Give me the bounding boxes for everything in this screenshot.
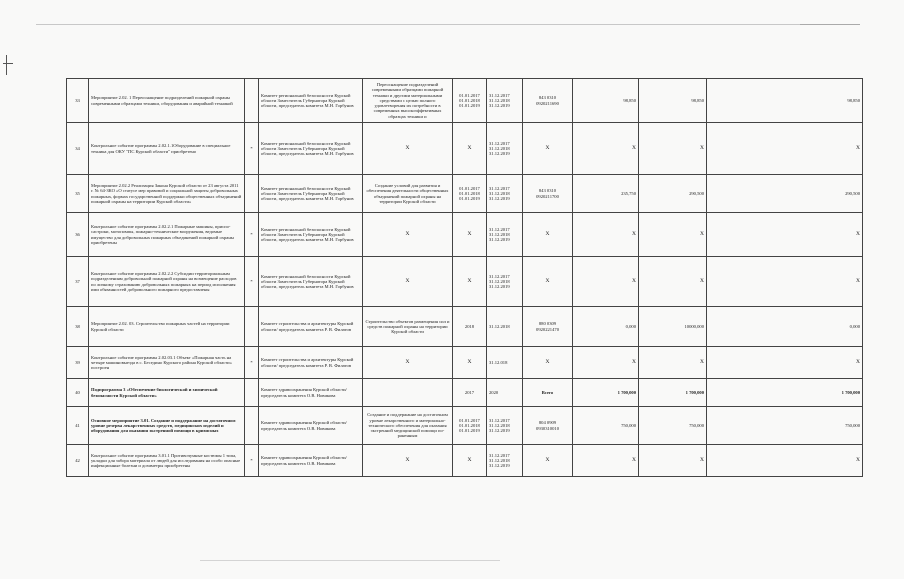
start-date-cell: X (453, 257, 487, 307)
row-number-cell: 39 (67, 347, 89, 379)
value-2017-cell: X (573, 347, 639, 379)
executor-cell: Комитет строительства и архитектуры Курской области/ председатель комитета Р. В. Филатов (259, 307, 363, 347)
value-2019-cell: X (707, 445, 863, 477)
table-row (67, 445, 863, 477)
row-number-cell: 33 (67, 79, 89, 123)
event-name-cell: Контрольное событие программы 2.02.2.2 Субсидии территориальным подразделениям добровольной пожарной охраны на возмещение расходов по личному страхованию добровольных пожарных на период исполнения ими обязанностей добровольного пожарного предоставлены (89, 257, 245, 307)
value-2018-cell: 10000,000 (639, 307, 707, 347)
table-row (67, 347, 863, 379)
result-cell: Переоснащение подразделений современными образцами пожарной техники и другими материальными средствами с целью полного удовлетворения их потребности в современных высокоэффективных образцах техники и (363, 79, 453, 123)
binding-mark (6, 55, 17, 75)
value-2018-cell: X (639, 123, 707, 175)
table-row (67, 175, 863, 213)
page-top-border (36, 24, 856, 25)
value-2018-cell: 98,850 (639, 79, 707, 123)
end-date-cell: 31.12.2017 31.12.2018 31.12.2019 (487, 175, 523, 213)
mark-cell (245, 379, 259, 407)
end-date-cell: 31.12.2017 31.12.2018 31.12.2019 (487, 123, 523, 175)
end-date-cell: 31.12.2018 (487, 307, 523, 347)
executor-cell: Комитет региональной безопасности Курской области Заместитель Губернатора Курской области, председатель комитета М.Н. Горбунов (259, 257, 363, 307)
value-2018-cell: X (639, 213, 707, 257)
end-date-cell: 31.12.2017 31.12.2018 31.12.2019 (487, 213, 523, 257)
table-row (67, 79, 863, 123)
result-cell: X (363, 123, 453, 175)
mark-cell: * (245, 257, 259, 307)
page-top-border-short (800, 24, 860, 25)
end-date-cell: 31.12.018 (487, 347, 523, 379)
result-cell: X (363, 445, 453, 477)
program-table-body (67, 79, 863, 477)
table-row (67, 257, 863, 307)
start-date-cell: 01.01.2017 01.01.2018 01.01.2019 (453, 175, 487, 213)
budget-code-cell: X (523, 445, 573, 477)
event-name-cell: Контрольное событие программы 2.02.2.1 Пожарные машины, приспо-састроки, мотопомпы, пожарно-технические вооружения, ведомые имущество для добровольных пожарных объединений пожарной охраны приобретены (89, 213, 245, 257)
executor-cell: Комитет здравоохранения Курской области/ председатель комитета О.В. Новикова (259, 407, 363, 445)
start-date-cell: 2017 (453, 379, 487, 407)
executor-cell: Комитет строительства и архитектуры Курской области/ председатель комитета Р. В. Филатов (259, 347, 363, 379)
event-name-cell: Мероприятие 2.02.2 Реализация Закона Курской области от 23 августа 2011 г. № 64-ЗКО «О статусе мер правовой и социальной защиты добровольных пожарных, формах государственной поддержки общественных объединений пожарной охраны на территории Курской области» (89, 175, 245, 213)
start-date-cell: 01.01.2017 01.01.2018 01.01.2019 (453, 407, 487, 445)
value-2019-cell: X (707, 257, 863, 307)
end-date-cell: 31.12.2017 31.12.2018 31.12.2019 (487, 407, 523, 445)
mark-cell (245, 175, 259, 213)
event-name-cell: Контрольное событие программы 2.02.1.1Оборудование в специальное техника для ОКУ "ПС Курской области" приобретено (89, 123, 245, 175)
end-date-cell: 2020 (487, 379, 523, 407)
value-2018-cell: X (639, 257, 707, 307)
executor-cell: Комитет региональной безопасности Курской области Заместитель Губернатора Курской области, председатель комитета М.Н. Горбунов (259, 175, 363, 213)
row-number-cell: 42 (67, 445, 89, 477)
value-2017-cell: X (573, 213, 639, 257)
program-table (66, 78, 863, 477)
row-number-cell: 35 (67, 175, 89, 213)
result-cell: X (363, 257, 453, 307)
mark-cell (245, 79, 259, 123)
mark-cell: * (245, 213, 259, 257)
event-name-cell: Мероприятие 2.02. 03. Строительство пожарных частей на территории Курской области (89, 307, 245, 347)
table-row (67, 213, 863, 257)
value-2018-cell: 1 700,000 (639, 379, 707, 407)
end-date-cell: 31.12.2017 31.12.2018 31.12.2019 (487, 445, 523, 477)
result-cell: Создание условий для развития и обеспечения деятельности общественных объединений пожарной охраны на территории Курской области (363, 175, 453, 213)
start-date-cell: X (453, 347, 487, 379)
table-row (67, 407, 863, 445)
value-2019-cell: 750,000 (707, 407, 863, 445)
event-name-cell: Основное мероприятие 3.01. Создание и поддержание на достаточном уровне резерва лекарственных средств, медицинских изделий и оборудования для оказания экстренной помощи в кризисных (89, 407, 245, 445)
executor-cell: Комитет здравоохранения Курской области/ председатель комитета О.В. Новикова (259, 379, 363, 407)
value-2018-cell: X (639, 347, 707, 379)
value-2019-cell: 1 700,000 (707, 379, 863, 407)
mark-cell (245, 307, 259, 347)
value-2017-cell: X (573, 123, 639, 175)
budget-code-cell: 843 0310 0920211700 (523, 175, 573, 213)
value-2018-cell: 750,000 (639, 407, 707, 445)
page-bottom-line (200, 560, 500, 561)
mark-cell (245, 407, 259, 445)
budget-code-cell: X (523, 213, 573, 257)
row-number-cell: 38 (67, 307, 89, 347)
budget-code-cell: 880 0309 0920221470 (523, 307, 573, 347)
value-2018-cell: X (639, 445, 707, 477)
value-2019-cell: 290,500 (707, 175, 863, 213)
value-2019-cell: 98,850 (707, 79, 863, 123)
result-cell: Строительство объектов размещения сил и средств пожарной охраны на территории Курской области (363, 307, 453, 347)
table-row (67, 379, 863, 407)
value-2017-cell: 1 700,000 (573, 379, 639, 407)
start-date-cell: X (453, 445, 487, 477)
value-2017-cell: X (573, 445, 639, 477)
executor-cell: Комитет региональной безопасности Курской области Заместитель Губернатора Курской области, председатель комитета М.Н. Горбунов (259, 79, 363, 123)
row-number-cell: 40 (67, 379, 89, 407)
value-2019-cell: X (707, 123, 863, 175)
value-2017-cell: X (573, 257, 639, 307)
budget-code-cell: X (523, 257, 573, 307)
result-cell: X (363, 213, 453, 257)
row-number-cell: 34 (67, 123, 89, 175)
budget-code-cell: X (523, 123, 573, 175)
mark-cell: * (245, 347, 259, 379)
value-2019-cell: 0,000 (707, 307, 863, 347)
event-name-cell: Контрольное событие программы 3.01.1 Противочумные костюмы 1 типа, укладки для забора материала от людей для исследования на особо опасные инфекционные болезни и дозиметры приобретены (89, 445, 245, 477)
row-number-cell: 37 (67, 257, 89, 307)
end-date-cell: 31.12.2017 31.12.2018 31.12.2019 (487, 257, 523, 307)
result-cell: X (363, 347, 453, 379)
budget-code-cell: X (523, 347, 573, 379)
value-2018-cell: 290,500 (639, 175, 707, 213)
budget-code-cell: Всего (523, 379, 573, 407)
executor-cell: Комитет региональной безопасности Курской области Заместитель Губернатора Курской области, председатель комитета М.Н. Горбунов (259, 123, 363, 175)
row-number-cell: 36 (67, 213, 89, 257)
event-name-cell: Подпрограмма 3 «Обеспечение биологической и химической безопасности Курской области» (89, 379, 245, 407)
row-number-cell: 41 (67, 407, 89, 445)
value-2017-cell: 98,850 (573, 79, 639, 123)
start-date-cell: X (453, 123, 487, 175)
value-2017-cell: 0,000 (573, 307, 639, 347)
executor-cell: Комитет здравоохранения Курской области/ председатель комитета О.В. Новикова (259, 445, 363, 477)
value-2019-cell: X (707, 347, 863, 379)
result-cell: Создание и поддержание на достаточном уровне лекарственного и материально-технического обеспечения для оказания экстренной медицинской помощи по-раненным (363, 407, 453, 445)
event-name-cell: Мероприятие 2.02. 1 Переоснащение подразделений пожарной охраны современными образцами техники, оборудования и аварийной техникой (89, 79, 245, 123)
value-2019-cell: X (707, 213, 863, 257)
mark-cell: * (245, 445, 259, 477)
table-row (67, 123, 863, 175)
executor-cell: Комитет региональной безопасности Курской области Заместитель Губернатора Курской области, председатель комитета М.Н. Горбунов (259, 213, 363, 257)
start-date-cell: 01.01.2017 01.01.2018 01.01.2019 (453, 79, 487, 123)
result-cell (363, 379, 453, 407)
end-date-cell: 31.12.2017 31.12.2018 31.12.2019 (487, 79, 523, 123)
table-row (67, 307, 863, 347)
budget-code-cell: 843 0310 0920211690 (523, 79, 573, 123)
value-2017-cell: 750,000 (573, 407, 639, 445)
start-date-cell: 2018 (453, 307, 487, 347)
value-2017-cell: 235,750 (573, 175, 639, 213)
budget-code-cell: 804 0909 0930310010 (523, 407, 573, 445)
mark-cell: * (245, 123, 259, 175)
event-name-cell: Контрольное событие программы 2.02.03.1 Объект «Пожарная часть на четыре машиновыезда в с. Беседино Курского района Курской области» построен (89, 347, 245, 379)
start-date-cell: X (453, 213, 487, 257)
